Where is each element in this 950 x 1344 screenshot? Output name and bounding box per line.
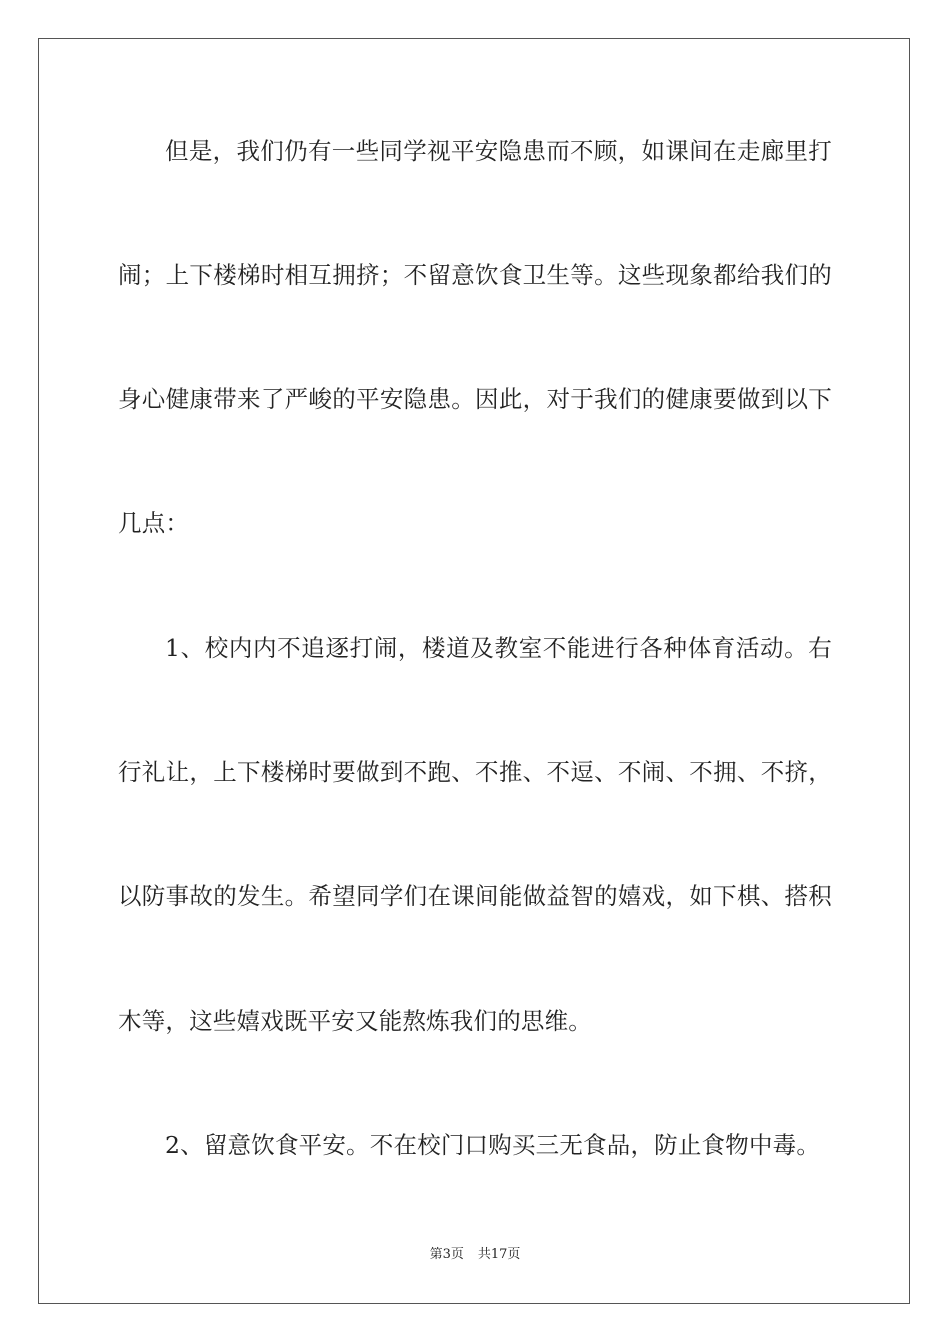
paragraph-line: 但是，我们仍有一些同学视平安隐患而不顾，如课间在走廊里打 bbox=[165, 137, 832, 165]
page-number: 第3页 bbox=[429, 1247, 464, 1262]
paragraph-line: 身心健康带来了严峻的平安隐患。因此，对于我们的健康要做到以下 bbox=[118, 385, 832, 413]
paragraph-line: 2、留意饮食平安。不在校门口购买三无食品，防止食物中毒。 bbox=[165, 1131, 821, 1159]
page-frame bbox=[38, 38, 910, 1304]
paragraph-line: 行礼让，上下楼梯时要做到不跑、不推、不逗、不闹、不拥、不挤， bbox=[118, 758, 832, 786]
page-footer bbox=[0, 1246, 950, 1264]
paragraph-line: 木等，这些嬉戏既平安又能熬炼我们的思维。 bbox=[118, 1007, 592, 1035]
paragraph-line: 以防事故的发生。希望同学们在课间能做益智的嬉戏，如下棋、搭积 bbox=[118, 882, 832, 910]
paragraph-line: 几点： bbox=[118, 509, 190, 537]
page-total: 共17页 bbox=[477, 1247, 521, 1262]
paragraph-line: 闹；上下楼梯时相互拥挤；不留意饮食卫生等。这些现象都给我们的 bbox=[118, 261, 832, 289]
paragraph-line: 1、校内内不追逐打闹，楼道及教室不能进行各种体育活动。右 bbox=[165, 634, 832, 662]
